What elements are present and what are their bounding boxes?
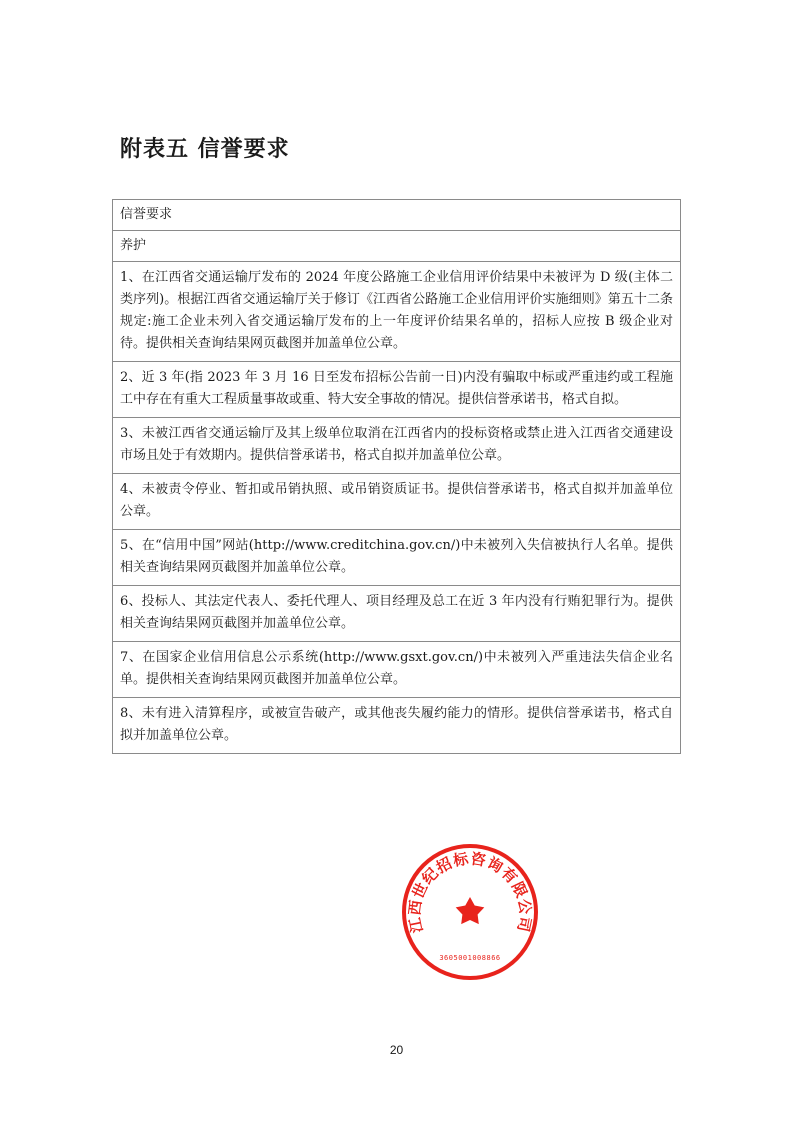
requirement-item-4: 4、未被责令停业、暂扣或吊销执照、或吊销资质证书。提供信誉承诺书，格式自拟并加盖单位公章。 xyxy=(113,474,681,530)
table-row xyxy=(113,642,681,698)
requirement-item-3: 3、未被江西省交通运输厅及其上级单位取消在江西省内的投标资格或禁止进入江西省交通建设市场且处于有效期内。提供信誉承诺书，格式自拟并加盖单位公章。 xyxy=(113,418,681,474)
table-row xyxy=(113,474,681,530)
requirement-item-7: 7、在国家企业信用信息公示系统(http://www.gsxt.gov.cn/)中未被列入严重违法失信企业名单。提供相关查询结果网页截图并加盖单位公章。 xyxy=(113,642,681,698)
table-row xyxy=(113,362,681,418)
company-seal xyxy=(400,842,540,982)
table-header-row xyxy=(113,200,681,231)
requirement-item-1: 1、在江西省交通运输厅发布的 2024 年度公路施工企业信用评价结果中未被评为 D 级(主体二类序列)。根据江西省交通运输厅关于修订《江西省公路施工企业信用评价实施细则》第五十二条规定:施工企业未列入省交通运输厅发布的上一年度评价结果名单的，招标人应按 B 级企业对待。提供相关查询结果网页截图并加盖单位公章。 xyxy=(113,262,681,362)
requirement-item-2: 2、近 3 年(指 2023 年 3 月 16 日至发布招标公告前一日)内没有骗取中标或严重违约或工程施工中存在有重大工程质量事故或重、特大安全事故的情况。提供信誉承诺书，格式自拟。 xyxy=(113,362,681,418)
table-row xyxy=(113,586,681,642)
requirement-item-8: 8、未有进入清算程序，或被宣告破产，或其他丧失履约能力的情形。提供信誉承诺书，格式自拟并加盖单位公章。 xyxy=(113,698,681,754)
page-number: 20 xyxy=(389,1043,404,1057)
table-row xyxy=(113,418,681,474)
requirement-item-6: 6、投标人、其法定代表人、委托代理人、项目经理及总工在近 3 年内没有行贿犯罪行为。提供相关查询结果网页截图并加盖单位公章。 xyxy=(113,586,681,642)
category-row xyxy=(113,231,681,262)
table-row xyxy=(113,262,681,362)
table-row xyxy=(113,698,681,754)
requirement-item-5: 5、在“信用中国”网站(http://www.creditchina.gov.cn/)中未被列入失信被执行人名单。提供相关查询结果网页截图并加盖单位公章。 xyxy=(113,530,681,586)
table-row xyxy=(113,530,681,586)
category-cell: 养护 xyxy=(113,231,681,262)
page-title: 附表五 信誉要求 xyxy=(120,137,290,162)
credit-requirements-table xyxy=(112,199,681,754)
seal-star-icon xyxy=(456,897,485,924)
seal-code: 3605001008866 xyxy=(439,954,501,962)
seal-company-name: 江西世纪招标咨询有限公司 xyxy=(405,849,535,935)
table-header-cell: 信誉要求 xyxy=(113,200,681,231)
